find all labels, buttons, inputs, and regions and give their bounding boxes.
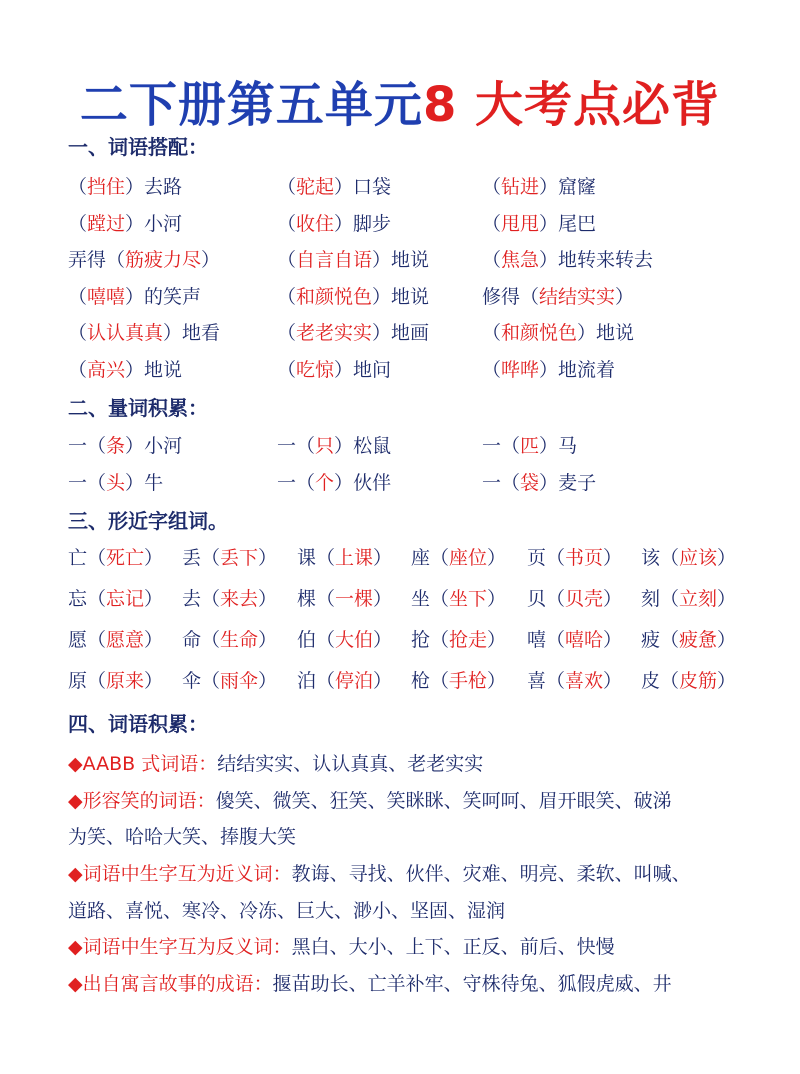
- open-paren: （: [277, 212, 297, 235]
- prefix-text: 一: [68, 435, 88, 457]
- prefix-text: 命: [182, 629, 202, 651]
- answer-word: 坐下: [449, 588, 488, 610]
- collocation-row: [0, 209, 800, 239]
- measure-word-item: [277, 431, 391, 458]
- answer-word: 应该: [679, 547, 718, 569]
- prefix-text: 一: [482, 472, 502, 494]
- open-paren: （: [87, 472, 107, 494]
- prefix-text: 嘻: [527, 629, 547, 651]
- open-paren: （: [68, 358, 88, 381]
- open-paren: （: [430, 588, 450, 610]
- prefix-text: 皮: [641, 670, 661, 692]
- prefix-text: 座: [411, 547, 431, 569]
- close-paren: ）: [372, 249, 392, 271]
- collocation-row: [0, 355, 800, 385]
- close-paren: ）: [373, 629, 393, 651]
- title-highlight: 8 大考点必背: [422, 77, 721, 133]
- suffix-text: 尾巴: [558, 212, 597, 235]
- open-paren: （: [660, 547, 680, 569]
- similar-char-row: [0, 666, 800, 696]
- open-paren: （: [546, 588, 566, 610]
- measure-word-row: [0, 431, 800, 461]
- open-paren: （: [277, 249, 297, 271]
- section-heading-measure-words: 二、量词积累：: [68, 396, 208, 420]
- vocabulary-text: 教诲、寻找、伙伴、灾难、明亮、柔软、叫喊、: [291, 863, 691, 885]
- suffix-text: 地转来转去: [558, 249, 654, 271]
- answer-word: 疲惫: [679, 629, 718, 651]
- close-paren: ）: [334, 358, 354, 381]
- close-paren: ）: [603, 629, 623, 651]
- open-paren: （: [106, 249, 126, 271]
- answer-word: 丢下: [220, 547, 259, 569]
- close-paren: ）: [717, 670, 737, 692]
- prefix-text: 愿: [68, 629, 88, 651]
- answer-word: 嘻哈: [565, 629, 604, 651]
- diamond-bullet-icon: ◆: [68, 973, 83, 995]
- collocation-row: [0, 172, 800, 202]
- close-paren: ）: [717, 547, 737, 569]
- similar-char-item: [68, 584, 163, 611]
- measure-word-item: [68, 431, 182, 458]
- collocation-item: [68, 282, 201, 309]
- similar-char-item: [297, 666, 392, 693]
- close-paren: ）: [373, 547, 393, 569]
- answer-word: 停泊: [335, 670, 374, 692]
- suffix-text: 窟窿: [558, 176, 597, 198]
- open-paren: （: [482, 176, 502, 198]
- vocabulary-text: 道路、喜悦、寒冷、冷冻、巨大、渺小、坚固、湿润: [68, 900, 506, 922]
- close-paren: ）: [577, 322, 597, 344]
- answer-word: 上课: [335, 547, 374, 569]
- collocation-item: [482, 209, 596, 236]
- similar-char-item: [527, 543, 622, 570]
- prefix-text: 页: [527, 547, 547, 569]
- answer-word: 嘻嘻: [87, 285, 126, 308]
- open-paren: （: [68, 212, 88, 235]
- collocation-item: [68, 355, 182, 382]
- open-paren: （: [430, 547, 450, 569]
- open-paren: （: [68, 322, 88, 344]
- similar-char-row: [0, 584, 800, 614]
- answer-word: 原来: [106, 670, 145, 692]
- close-paren: ）: [125, 212, 145, 235]
- suffix-text: 小河: [144, 212, 183, 235]
- collocation-item: [277, 282, 429, 309]
- prefix-text: 伯: [297, 629, 317, 651]
- suffix-text: 伙伴: [353, 472, 392, 494]
- collocation-item: [482, 318, 634, 345]
- collocation-item: [482, 282, 634, 309]
- similar-char-item: [182, 666, 277, 693]
- close-paren: ）: [539, 472, 559, 494]
- answer-word: 贝壳: [565, 588, 604, 610]
- close-paren: ）: [125, 435, 145, 457]
- open-paren: （: [87, 670, 107, 692]
- suffix-text: 的笑声: [144, 285, 202, 308]
- close-paren: ）: [373, 670, 393, 692]
- vocabulary-line: [68, 932, 615, 959]
- answer-word: 高兴: [87, 358, 126, 381]
- prefix-text: 伞: [182, 670, 202, 692]
- open-paren: （: [68, 176, 88, 198]
- answer-word: 自言自语: [296, 249, 373, 271]
- open-paren: （: [501, 435, 521, 457]
- similar-char-item: [641, 584, 736, 611]
- close-paren: ）: [334, 212, 354, 235]
- similar-char-item: [641, 543, 736, 570]
- answer-word: 立刻: [679, 588, 718, 610]
- prefix-text: 一: [277, 435, 297, 457]
- similar-char-item: [641, 625, 736, 652]
- open-paren: （: [87, 629, 107, 651]
- similar-char-item: [297, 584, 392, 611]
- collocation-item: [68, 209, 182, 236]
- similar-char-item: [68, 543, 163, 570]
- measure-word-item: [68, 468, 163, 495]
- open-paren: （: [316, 629, 336, 651]
- similar-char-item: [527, 625, 622, 652]
- prefix-text: 刻: [641, 588, 661, 610]
- suffix-text: 麦子: [558, 472, 597, 494]
- answer-word: 生命: [220, 629, 259, 651]
- close-paren: ）: [125, 285, 145, 308]
- similar-char-item: [527, 584, 622, 611]
- open-paren: （: [296, 472, 316, 494]
- close-paren: ）: [258, 588, 278, 610]
- collocation-item: [277, 172, 391, 199]
- open-paren: （: [660, 629, 680, 651]
- prefix-text: 贝: [527, 588, 547, 610]
- similar-char-row: [0, 625, 800, 655]
- section-heading-similar-chars: 三、形近字组词。: [68, 509, 228, 533]
- collocation-item: [277, 245, 429, 272]
- collocation-item: [277, 209, 391, 236]
- collocation-item: [68, 318, 220, 345]
- close-paren: ）: [539, 435, 559, 457]
- vocabulary-label: 形容笑的词语：: [82, 790, 216, 812]
- answer-word: 喜欢: [565, 670, 604, 692]
- vocabulary-text: 黑白、大小、上下、正反、前后、快慢: [291, 936, 615, 958]
- open-paren: （: [501, 472, 521, 494]
- close-paren: ）: [487, 670, 507, 692]
- close-paren: ）: [125, 358, 145, 381]
- vocabulary-line: [68, 822, 296, 849]
- answer-word: 和颜悦色: [501, 322, 578, 344]
- open-paren: （: [482, 212, 502, 235]
- close-paren: ）: [615, 285, 635, 308]
- answer-word: 来去: [220, 588, 259, 610]
- close-paren: ）: [603, 588, 623, 610]
- answer-word: 只: [315, 435, 335, 457]
- vocabulary-label: 出自寓言故事的成语：: [82, 973, 273, 995]
- vocabulary-text: 结结实实、认认真真、老老实实: [217, 753, 484, 775]
- similar-char-item: [411, 543, 506, 570]
- vocabulary-text: 为笑、哈哈大笑、捧腹大笑: [68, 826, 297, 848]
- similar-char-item: [68, 625, 163, 652]
- collocation-item: [482, 172, 596, 199]
- answer-word: 死亡: [106, 547, 145, 569]
- suffix-text: 口袋: [353, 176, 392, 198]
- collocation-row: [0, 318, 800, 348]
- close-paren: ）: [125, 176, 145, 198]
- open-paren: （: [296, 435, 316, 457]
- close-paren: ）: [334, 472, 354, 494]
- prefix-text: 坐: [411, 588, 431, 610]
- prefix-text: 去: [182, 588, 202, 610]
- open-paren: （: [546, 547, 566, 569]
- answer-word: 头: [106, 472, 126, 494]
- open-paren: （: [316, 670, 336, 692]
- close-paren: ）: [487, 547, 507, 569]
- close-paren: ）: [163, 322, 183, 344]
- suffix-text: 小河: [144, 435, 183, 457]
- prefix-text: 一: [482, 435, 502, 457]
- open-paren: （: [277, 285, 297, 308]
- close-paren: ）: [334, 176, 354, 198]
- close-paren: ）: [717, 629, 737, 651]
- suffix-text: 地说: [391, 249, 430, 271]
- prefix-text: 泊: [297, 670, 317, 692]
- answer-word: 老老实实: [296, 322, 373, 344]
- similar-char-row: [0, 543, 800, 573]
- close-paren: ）: [144, 629, 164, 651]
- answer-word: 雨伞: [220, 670, 259, 692]
- close-paren: ）: [258, 629, 278, 651]
- similar-char-item: [182, 625, 277, 652]
- answer-word: 条: [106, 435, 126, 457]
- open-paren: （: [482, 249, 502, 271]
- open-paren: （: [316, 588, 336, 610]
- answer-word: 钻进: [501, 176, 540, 198]
- close-paren: ）: [539, 176, 559, 198]
- close-paren: ）: [487, 629, 507, 651]
- open-paren: （: [201, 670, 221, 692]
- answer-word: 个: [315, 472, 335, 494]
- close-paren: ）: [717, 588, 737, 610]
- close-paren: ）: [539, 358, 559, 381]
- close-paren: ）: [539, 249, 559, 271]
- close-paren: ）: [487, 588, 507, 610]
- close-paren: ）: [372, 285, 392, 308]
- answer-word: 一棵: [335, 588, 374, 610]
- page-title: [0, 66, 800, 135]
- prefix-text: 抢: [411, 629, 431, 651]
- suffix-text: 脚步: [353, 212, 392, 235]
- answer-word: 哗哗: [501, 358, 540, 381]
- suffix-text: 牛: [144, 472, 164, 494]
- answer-word: 焦急: [501, 249, 540, 271]
- answer-word: 挡住: [87, 176, 126, 198]
- similar-char-item: [182, 584, 277, 611]
- prefix-text: 亡: [68, 547, 88, 569]
- close-paren: ）: [258, 670, 278, 692]
- answer-word: 筋疲力尽: [125, 249, 202, 271]
- answer-word: 甩甩: [501, 212, 540, 235]
- open-paren: （: [520, 285, 540, 308]
- collocation-item: [482, 245, 653, 272]
- similar-char-item: [411, 666, 506, 693]
- close-paren: ）: [334, 435, 354, 457]
- vocabulary-text: 傻笑、微笑、狂笑、笑眯眯、笑呵呵、眉开眼笑、破涕: [215, 790, 672, 812]
- similar-char-item: [527, 666, 622, 693]
- close-paren: ）: [125, 472, 145, 494]
- answer-word: 吃惊: [296, 358, 335, 381]
- prefix-text: 疲: [641, 629, 661, 651]
- open-paren: （: [546, 670, 566, 692]
- open-paren: （: [277, 358, 297, 381]
- prefix-text: 一: [68, 472, 88, 494]
- prefix-text: 修得: [482, 285, 521, 308]
- open-paren: （: [277, 322, 297, 344]
- answer-word: 蹚过: [87, 212, 126, 235]
- collocation-item: [482, 355, 615, 382]
- answer-word: 和颜悦色: [296, 285, 373, 308]
- collocation-item: [68, 172, 182, 199]
- open-paren: （: [87, 547, 107, 569]
- section-heading-vocabulary: 四、词语积累：: [68, 712, 208, 736]
- close-paren: ）: [144, 588, 164, 610]
- similar-char-item: [297, 625, 392, 652]
- collocation-row: [0, 245, 800, 275]
- diamond-bullet-icon: ◆: [68, 936, 83, 958]
- suffix-text: 地说: [596, 322, 635, 344]
- collocation-row: [0, 282, 800, 312]
- measure-word-item: [482, 468, 596, 495]
- suffix-text: 地画: [391, 322, 430, 344]
- answer-word: 书页: [565, 547, 604, 569]
- open-paren: （: [482, 322, 502, 344]
- prefix-text: 枪: [411, 670, 431, 692]
- similar-char-item: [68, 666, 163, 693]
- close-paren: ）: [603, 547, 623, 569]
- close-paren: ）: [539, 212, 559, 235]
- close-paren: ）: [201, 249, 221, 271]
- open-paren: （: [660, 670, 680, 692]
- vocabulary-line: [68, 896, 505, 923]
- section-heading-collocation: 一、词语搭配：: [68, 135, 208, 159]
- measure-word-row: [0, 468, 800, 498]
- suffix-text: 地说: [144, 358, 183, 381]
- answer-word: 抢走: [449, 629, 488, 651]
- prefix-text: 弄得: [68, 249, 107, 271]
- diamond-bullet-icon: ◆: [68, 753, 83, 775]
- open-paren: （: [68, 285, 88, 308]
- similar-char-item: [297, 543, 392, 570]
- open-paren: （: [316, 547, 336, 569]
- vocabulary-line: [68, 859, 691, 886]
- answer-word: 忘记: [106, 588, 145, 610]
- close-paren: ）: [144, 547, 164, 569]
- diamond-bullet-icon: ◆: [68, 790, 83, 812]
- open-paren: （: [430, 670, 450, 692]
- measure-word-item: [277, 468, 391, 495]
- answer-word: 皮筋: [679, 670, 718, 692]
- open-paren: （: [482, 358, 502, 381]
- vocabulary-text: 揠苗助长、亡羊补牢、守株待兔、狐假虎威、井: [272, 973, 672, 995]
- answer-word: 收住: [296, 212, 335, 235]
- collocation-item: [277, 318, 429, 345]
- measure-word-item: [482, 431, 577, 458]
- answer-word: 驼起: [296, 176, 335, 198]
- open-paren: （: [430, 629, 450, 651]
- prefix-text: 课: [297, 547, 317, 569]
- open-paren: （: [660, 588, 680, 610]
- answer-word: 认认真真: [87, 322, 164, 344]
- close-paren: ）: [603, 670, 623, 692]
- vocabulary-label: AABB 式词语：: [82, 753, 218, 775]
- suffix-text: 地问: [353, 358, 392, 381]
- vocabulary-line: [68, 749, 483, 776]
- open-paren: （: [201, 588, 221, 610]
- open-paren: （: [87, 588, 107, 610]
- prefix-text: 原: [68, 670, 88, 692]
- suffix-text: 松鼠: [353, 435, 392, 457]
- similar-char-item: [411, 584, 506, 611]
- close-paren: ）: [258, 547, 278, 569]
- close-paren: ）: [373, 588, 393, 610]
- collocation-item: [68, 245, 220, 272]
- vocabulary-line: [68, 969, 672, 996]
- diamond-bullet-icon: ◆: [68, 863, 83, 885]
- prefix-text: 忘: [68, 588, 88, 610]
- answer-word: 大伯: [335, 629, 374, 651]
- vocabulary-line: [68, 786, 672, 813]
- suffix-text: 地看: [182, 322, 221, 344]
- suffix-text: 马: [558, 435, 578, 457]
- similar-char-item: [411, 625, 506, 652]
- answer-word: 匹: [520, 435, 540, 457]
- prefix-text: 喜: [527, 670, 547, 692]
- open-paren: （: [277, 176, 297, 198]
- vocabulary-label: 词语中生字互为反义词：: [82, 936, 292, 958]
- prefix-text: 丢: [182, 547, 202, 569]
- answer-word: 手枪: [449, 670, 488, 692]
- title-main: 二下册第五单元: [79, 77, 423, 133]
- answer-word: 结结实实: [539, 285, 616, 308]
- collocation-item: [277, 355, 391, 382]
- open-paren: （: [87, 435, 107, 457]
- prefix-text: 该: [641, 547, 661, 569]
- open-paren: （: [201, 629, 221, 651]
- close-paren: ）: [372, 322, 392, 344]
- suffix-text: 去路: [144, 176, 183, 198]
- open-paren: （: [201, 547, 221, 569]
- suffix-text: 地流着: [558, 358, 616, 381]
- answer-word: 愿意: [106, 629, 145, 651]
- close-paren: ）: [144, 670, 164, 692]
- open-paren: （: [546, 629, 566, 651]
- similar-char-item: [641, 666, 736, 693]
- similar-char-item: [182, 543, 277, 570]
- answer-word: 座位: [449, 547, 488, 569]
- answer-word: 袋: [520, 472, 540, 494]
- prefix-text: 棵: [297, 588, 317, 610]
- prefix-text: 一: [277, 472, 297, 494]
- suffix-text: 地说: [391, 285, 430, 308]
- vocabulary-label: 词语中生字互为近义词：: [82, 863, 292, 885]
